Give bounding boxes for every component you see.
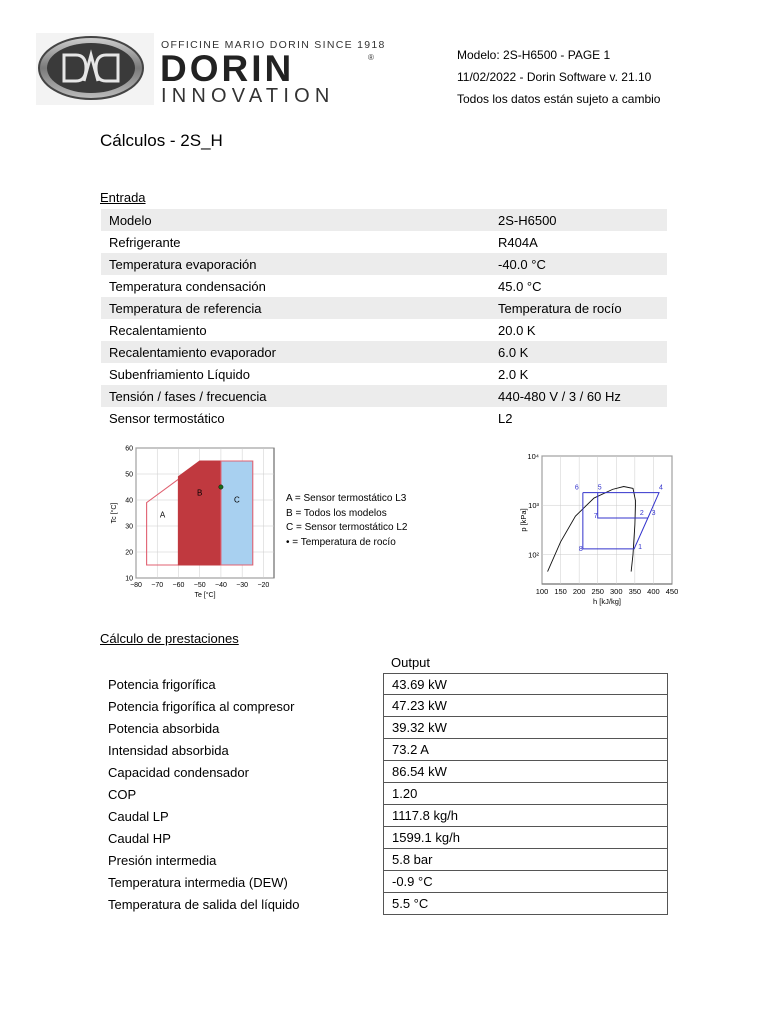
- cycle-point-label: 8: [578, 545, 583, 553]
- input-row: [101, 209, 667, 231]
- y-tick-label: 30: [125, 523, 133, 531]
- input-row: [101, 385, 667, 407]
- x-tick-label: −80: [130, 582, 142, 589]
- performance-value: 5.8 bar: [383, 849, 668, 871]
- performance-section-title: Cálculo de prestaciones: [100, 631, 239, 646]
- operating-envelope-chart: [106, 436, 290, 602]
- performance-row: [101, 673, 668, 695]
- performance-value: 5.5 °C: [383, 893, 668, 915]
- input-label: Recalentamiento: [109, 322, 207, 338]
- performance-label: Intensidad absorbida: [108, 742, 229, 758]
- model-line: Modelo: 2S-H6500 - PAGE 1: [457, 48, 611, 62]
- legend-item-c: C = Sensor termostático L2: [286, 522, 408, 533]
- y-tick-label: 10⁴: [527, 452, 539, 461]
- performance-row: [101, 871, 668, 893]
- y-axis-label: Tc [°C]: [111, 502, 118, 524]
- envelope-legend: [286, 492, 407, 550]
- performance-row: [101, 695, 668, 717]
- performance-label: Potencia absorbida: [108, 720, 220, 736]
- y-axis-label: p [kPa]: [519, 508, 528, 532]
- input-row: [101, 319, 667, 341]
- input-value: 440-480 V / 3 / 60 Hz: [498, 388, 621, 404]
- input-value: 6.0 K: [498, 344, 529, 360]
- cycle-point-label: 4: [659, 484, 663, 492]
- x-tick-label: −50: [193, 582, 206, 589]
- legend-item-dot: • = Temperatura de rocío: [286, 536, 396, 548]
- legend-item-a: A = Sensor termostático L3: [286, 493, 407, 504]
- performance-row: [101, 893, 668, 915]
- input-row: [101, 253, 667, 275]
- plot-frame: [542, 456, 672, 584]
- output-column-header: Output: [391, 655, 431, 670]
- input-value: L2: [498, 410, 513, 426]
- performance-value: -0.9 °C: [383, 871, 668, 893]
- input-row: [101, 297, 667, 319]
- y-tick-label: 60: [125, 445, 133, 453]
- performance-value: 47.23 kW: [383, 695, 668, 717]
- input-label: Refrigerante: [109, 234, 181, 250]
- input-row: [101, 407, 667, 429]
- cycle-point-label: 6: [574, 484, 579, 492]
- performance-label: Presión intermedia: [108, 852, 217, 868]
- brand-subname: INNOVATION: [161, 85, 335, 107]
- x-tick-label: 200: [572, 587, 586, 596]
- performance-value: 1117.8 kg/h: [383, 805, 668, 827]
- performance-value: 39.32 kW: [383, 717, 668, 739]
- input-label: Temperatura de referencia: [109, 300, 262, 316]
- x-tick-label: 400: [647, 587, 660, 596]
- input-label: Temperatura evaporación: [109, 256, 257, 272]
- input-label: Subenfriamiento Líquido: [109, 366, 250, 382]
- performance-value: 43.69 kW: [383, 673, 668, 695]
- registered-mark: ®: [368, 53, 374, 62]
- page-title: Cálculos - 2S_H: [100, 131, 223, 150]
- x-tick-label: 150: [554, 587, 567, 596]
- performance-value: 1.20: [383, 783, 668, 805]
- dorin-logo: [36, 33, 386, 107]
- x-tick-label: −20: [257, 582, 270, 589]
- performance-row: [101, 761, 668, 783]
- performance-value: 1599.1 kg/h: [383, 827, 668, 849]
- input-label: Modelo: [109, 212, 152, 228]
- performance-value: 86.54 kW: [383, 761, 668, 783]
- input-value: 20.0 K: [498, 322, 536, 338]
- performance-value: 73.2 A: [383, 739, 668, 761]
- performance-label: Capacidad condensador: [108, 764, 249, 780]
- performance-label: Caudal LP: [108, 808, 169, 824]
- x-tick-label: 250: [591, 587, 604, 596]
- performance-row: [101, 827, 668, 849]
- x-tick-label: 350: [628, 587, 642, 596]
- region-b: [178, 461, 220, 565]
- x-tick-label: 100: [535, 587, 549, 596]
- region-label: B: [197, 488, 203, 498]
- note-line: Todos los datos están sujeto a cambio: [457, 92, 661, 106]
- date-line: 11/02/2022 - Dorin Software v. 21.10: [457, 70, 652, 84]
- y-tick-label: 50: [125, 471, 133, 479]
- performance-label: Potencia frigorífica: [108, 676, 216, 692]
- region-c: [221, 461, 253, 565]
- x-axis-label: Te [°C]: [194, 592, 216, 599]
- cycle-point-label: 7: [593, 513, 598, 521]
- input-row: [101, 341, 667, 363]
- input-value: -40.0 °C: [498, 256, 546, 272]
- x-tick-label: −60: [172, 582, 185, 589]
- y-tick-label: 10²: [528, 550, 539, 560]
- performance-label: Caudal HP: [108, 830, 171, 846]
- performance-label: Potencia frigorífica al compresor: [108, 698, 295, 714]
- document-meta: [457, 44, 660, 110]
- region-label: A: [159, 510, 166, 520]
- performance-row: [101, 849, 668, 871]
- operating-point: [219, 485, 223, 489]
- input-value: 2S-H6500: [498, 212, 557, 228]
- input-value: 2.0 K: [498, 366, 529, 382]
- input-row: [101, 231, 667, 253]
- input-label: Temperatura condensación: [109, 278, 266, 294]
- performance-label: COP: [108, 786, 137, 802]
- input-value: 45.0 °C: [498, 278, 542, 294]
- cycle-point-label: 1: [638, 543, 643, 551]
- y-tick-label: 10³: [528, 501, 539, 511]
- y-tick-label: 10: [125, 575, 133, 583]
- input-table: [101, 209, 667, 429]
- input-label: Sensor termostático: [109, 410, 225, 426]
- cycle-point-label: 3: [651, 510, 656, 518]
- performance-row: [101, 783, 668, 805]
- performance-label: Temperatura de salida del líquido: [108, 896, 300, 912]
- cycle-point-label: 5: [597, 484, 602, 492]
- performance-row: [101, 717, 668, 739]
- input-value: R404A: [498, 234, 538, 250]
- performance-row: [101, 805, 668, 827]
- performance-row: [101, 739, 668, 761]
- input-row: [101, 275, 667, 297]
- brand-tagline: OFFICINE MARIO DORIN SINCE 1918: [161, 39, 386, 51]
- performance-label: Temperatura intermedia (DEW): [108, 874, 288, 890]
- input-label: Recalentamiento evaporador: [109, 344, 276, 360]
- entrada-section-title: Entrada: [100, 190, 146, 205]
- legend-item-b: B = Todos los modelos: [286, 507, 387, 519]
- performance-table: [101, 673, 668, 915]
- region-label: C: [233, 495, 240, 505]
- y-tick-label: 20: [125, 549, 133, 557]
- input-label: Tensión / fases / frecuencia: [109, 388, 267, 404]
- input-value: Temperatura de rocío: [498, 300, 622, 316]
- cycle-point-label: 2: [639, 510, 644, 518]
- x-tick-label: −40: [214, 582, 227, 589]
- x-tick-label: −30: [236, 582, 249, 589]
- brand-name: DORIN: [160, 48, 295, 89]
- x-tick-label: −70: [151, 582, 164, 589]
- x-tick-label: 300: [610, 587, 623, 596]
- x-tick-label: 450: [665, 587, 679, 596]
- ph-diagram-chart: [520, 442, 692, 614]
- y-tick-label: 40: [125, 497, 133, 505]
- x-axis-label: h [kJ/kg]: [593, 597, 621, 606]
- input-row: [101, 363, 667, 385]
